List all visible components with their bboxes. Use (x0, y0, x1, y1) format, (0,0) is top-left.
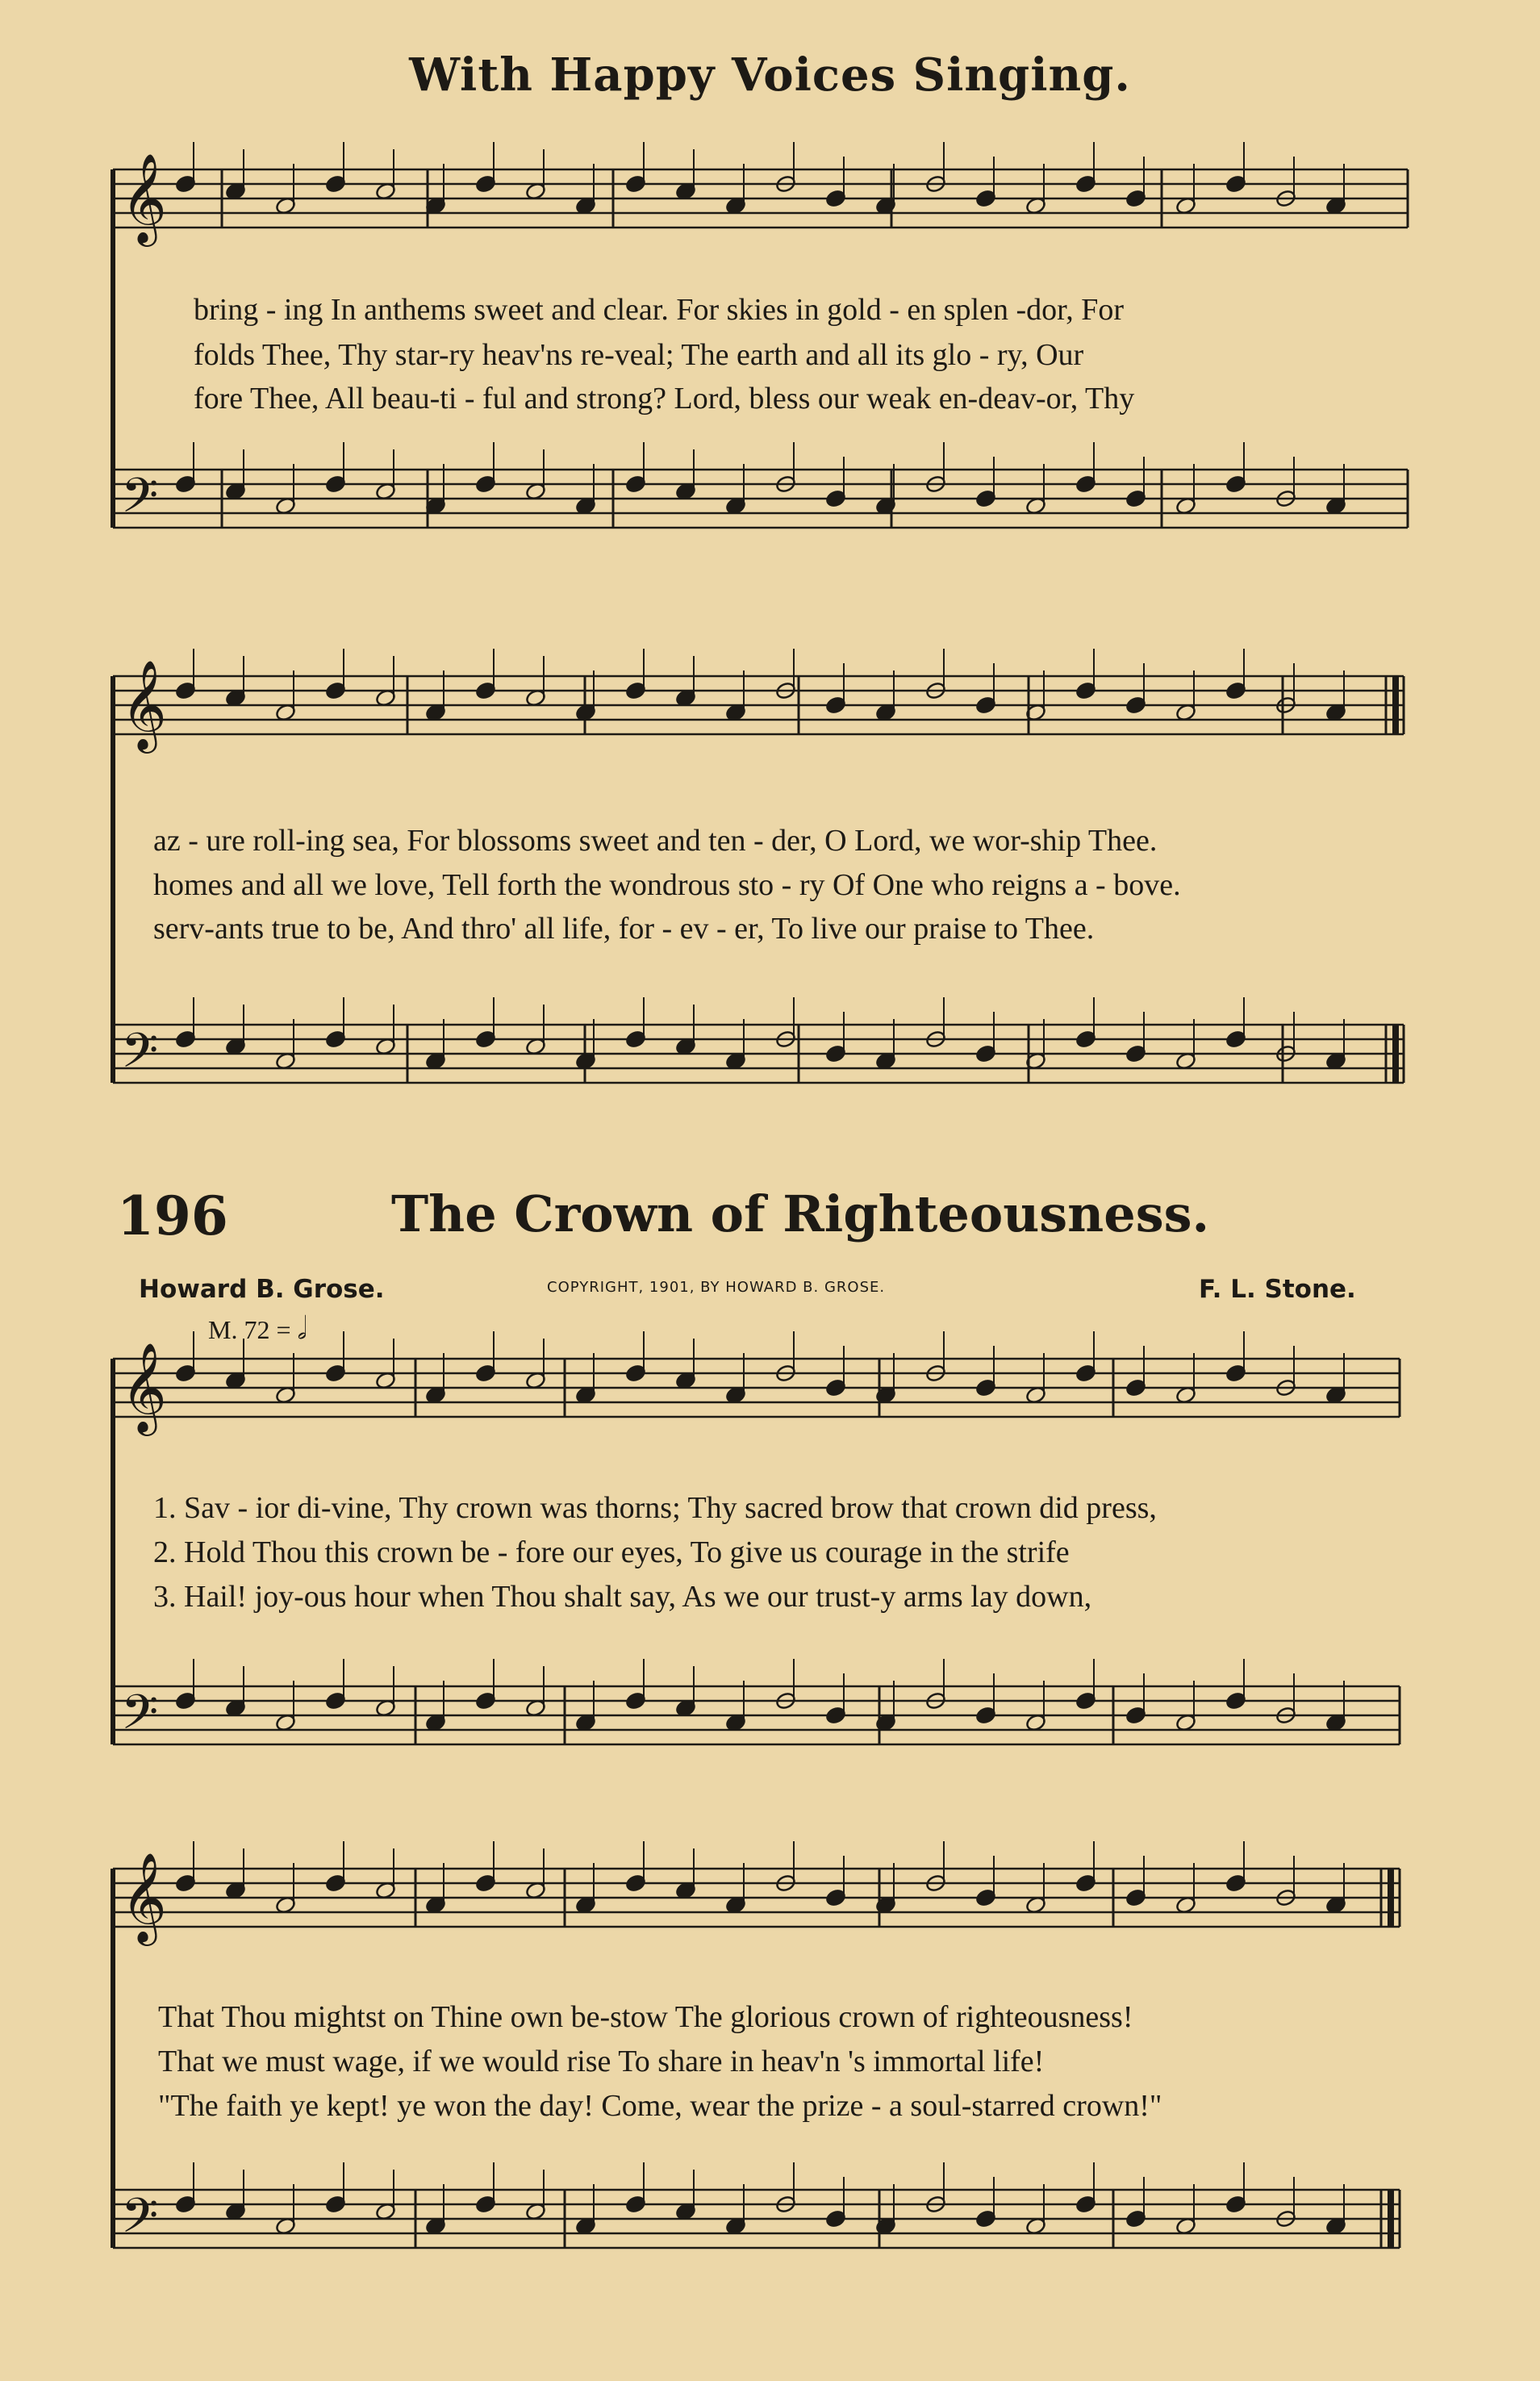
lyric-line: 3. Hail! joy-ous hour when Thou shalt say, As we our trust-y arms lay down, (153, 1580, 1092, 1614)
author-credit: Howard B. Grose. (139, 1275, 385, 1304)
lyric-line: serv-ants true to be, And thro' all life, for - ev - er, To live our praise to Thee. (153, 912, 1095, 946)
clef-icon: 𝄞 (121, 152, 167, 243)
hymn-title-crown-of-righteousness: The Crown of Righteousness. (391, 1184, 1210, 1243)
lyric-line: 2. Hold Thou this crown be - fore our eyes, To give us courage in the strife (153, 1535, 1070, 1569)
lyric-line: bring - ing In anthems sweet and clear. For skies in gold - en splen -dor, For (194, 293, 1125, 327)
bass-staff (113, 442, 1408, 528)
composer-credit: F. L. Stone. (1199, 1275, 1356, 1304)
bass-staff (113, 2162, 1400, 2248)
tempo-text: M. 72 = (208, 1315, 291, 1344)
lyric-line: az - ure roll-ing sea, For blossoms sweet and ten - der, O Lord, we wor-ship Thee. (153, 824, 1158, 858)
treble-staff (113, 142, 1408, 228)
lyric-line: folds Thee, Thy star-ry heav'ns re-veal; The earth and all its glo - ry, Our (194, 338, 1084, 372)
clef-icon: 𝄞 (121, 1852, 167, 1942)
half-note-icon: 𝅗𝅥 (297, 1312, 307, 1346)
clef-icon: 𝄢 (121, 467, 159, 535)
bass-staff (113, 1659, 1400, 1744)
clef-icon: 𝄢 (121, 2187, 159, 2255)
treble-staff (113, 1841, 1400, 1927)
lyric-line: That Thou mightst on Thine own be-stow The glorious crown of righteousness! (158, 2000, 1133, 2034)
clef-icon: 𝄢 (121, 1022, 159, 1090)
hymn-title-with-happy-voices: With Happy Voices Singing. (409, 48, 1131, 102)
bass-staff (113, 997, 1404, 1083)
hymn-number: 196 (117, 1184, 228, 1247)
clef-icon: 𝄞 (121, 659, 167, 750)
lyric-line: That we must wage, if we would rise To share in heav'n 's immortal life! (158, 2045, 1045, 2078)
clef-icon: 𝄢 (121, 1684, 159, 1752)
lyric-line: fore Thee, All beau-ti - ful and strong? Lord, bless our weak en-deav-or, Thy (194, 382, 1135, 416)
clef-icon: 𝄞 (121, 1342, 167, 1432)
lyric-line: 1. Sav - ior di-vine, Thy crown was thorns; Thy sacred brow that crown did press, (153, 1491, 1157, 1525)
lyric-line: "The faith ye kept! ye won the day! Come, wear the prize - a soul-starred crown!" (158, 2089, 1162, 2123)
copyright-notice: COPYRIGHT, 1901, BY HOWARD B. GROSE. (547, 1279, 886, 1296)
treble-staff (113, 1331, 1400, 1417)
lyric-line: homes and all we love, Tell forth the wondrous sto - ry Of One who reigns a - bove. (153, 868, 1181, 902)
treble-staff (113, 649, 1404, 734)
